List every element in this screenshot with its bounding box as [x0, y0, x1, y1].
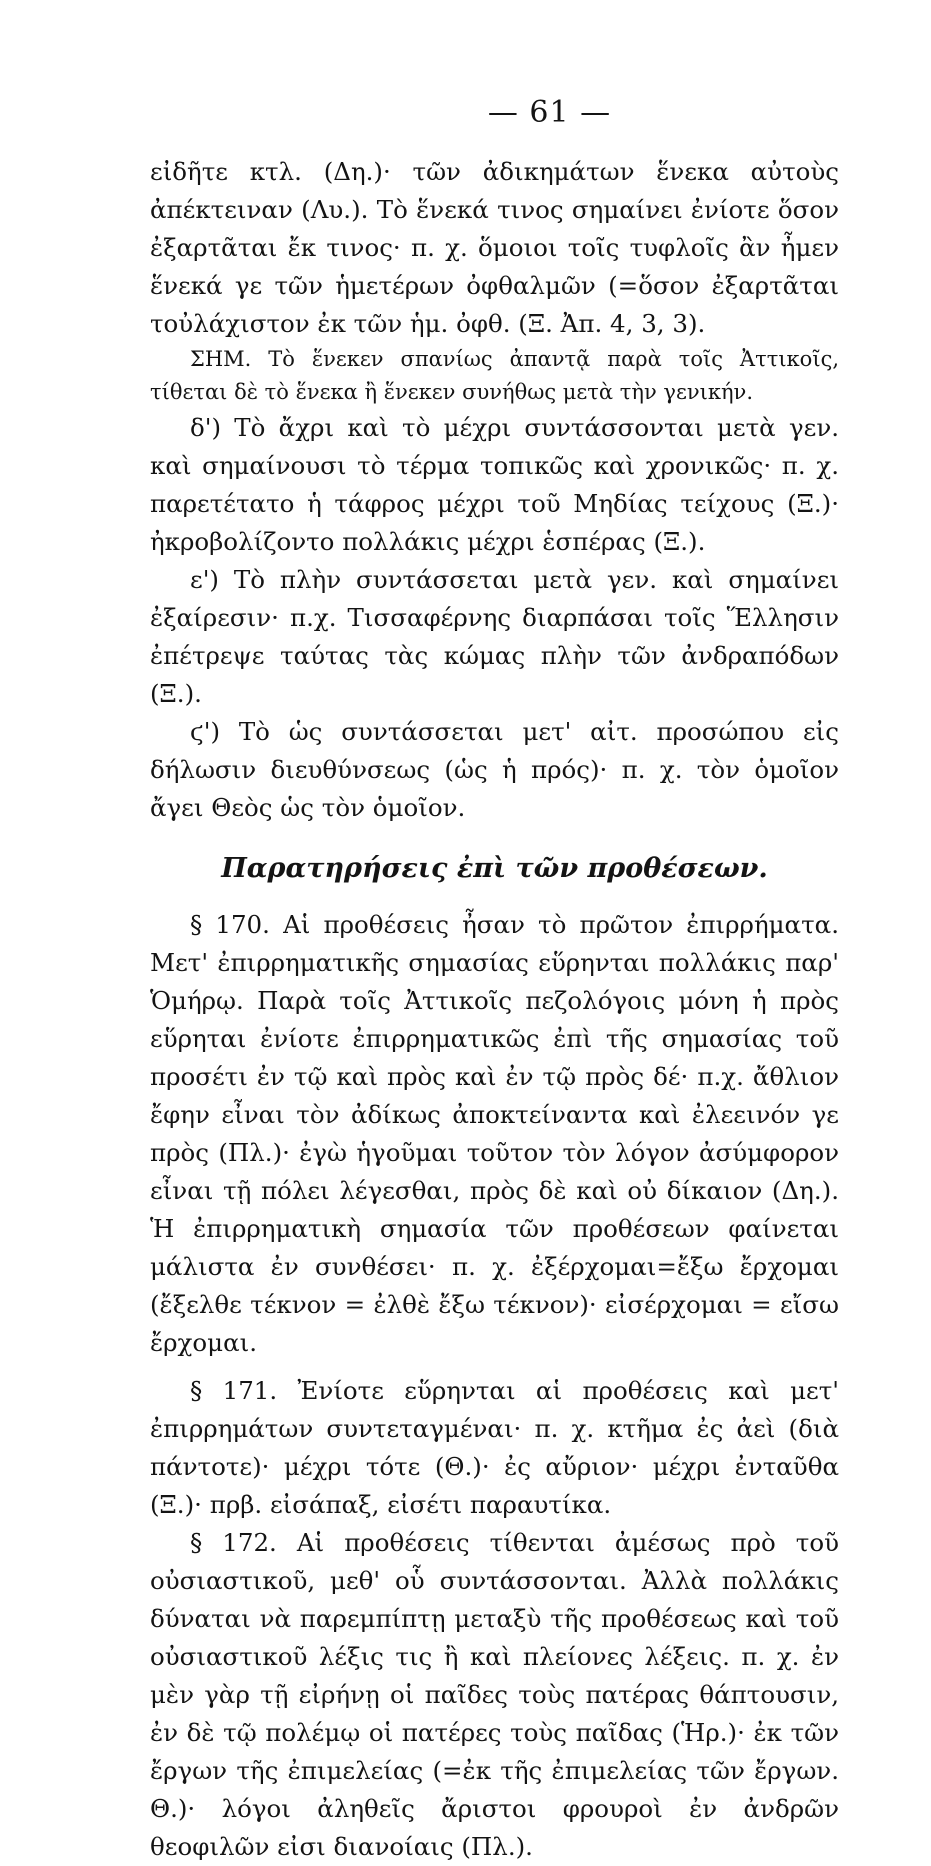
page-number: — 61 —	[487, 95, 612, 130]
observations-section	[150, 906, 839, 1866]
paragraph-171: § 171. Ἐνίοτε εὕρηνται αἱ προθέσεις καὶ μετ' ἐπιρρημάτων συντεταγμέναι· π. χ. κτῆμα ἐς ἀεὶ (διὰ πάντοτε)· μέχρι τότε (Θ.)· ἐς αὔριον· μέχρι ἐνταῦθα (Ξ.)· πρβ. εἰσάπαξ, εἰσέτι παραυτίκα.	[150, 1376, 839, 1519]
paragraph-172: § 172. Αἱ προθέσεις τίθενται ἀμέσως πρὸ τοῦ οὐσιαστικοῦ, μεθ' οὗ συντάσσονται. Ἀλλὰ πολλάκις δύναται νὰ παρεμπίπτῃ μεταξὺ τῆς προθέσεως καὶ τοῦ οὐσιαστικοῦ λέξις τις ἢ καὶ πλείονες λέξεις. π. χ. ἐν μὲν γὰρ τῇ εἰρήνῃ οἱ παῖδες τοὺς πατέρας θάπτουσιν, ἐν δὲ τῷ πολέμῳ οἱ πατέρες τοὺς παῖδας (Ἡρ.)· ἐκ τῶν ἔργων τῆς ἐπιμελείας (=ἐκ τῆς ἐπιμελείας τῶν ἔργων. Θ.)· λόγοι ἀληθεῖς ἄριστοι φρουροὶ ἐν ἀνδρῶν θεοφιλῶν εἰσι διανοίαις (Πλ.).	[150, 1528, 839, 1861]
paragraph-enneka: εἰδῆτε κτλ. (Δη.)· τῶν ἀδικημάτων ἕνεκα αὐτοὺς ἀπέκτειναν (Λυ.). Τὸ ἕνεκά τινος σημαίνει ἐνίοτε ὅσον ἐξαρτᾶται ἔκ τινος· π. χ. ὅμοιοι τοῖς τυφλοῖς ἂν ἦμεν ἕνεκά γε τῶν ἡμετέρων ὀφθαλμῶν (=ὅσον ἐξαρτᾶται τοὐλάχιστον ἐκ τῶν ἡμ. ὀφθ. (Ξ. Ἀπ. 4, 3, 3).	[150, 157, 839, 338]
paragraph-epsilon: ε') Τὸ πλὴν συντάσσεται μετὰ γεν. καὶ σημαίνει ἐξαίρεσιν· π.χ. Τισσαφέρνης διαρπάσαι τοῖς Ἕλλησιν ἐπέτρεψε ταύτας τὰς κώμας πλὴν τῶν ἀνδραπόδων (Ξ.).	[150, 565, 839, 708]
paragraph-delta: δ') Τὸ ἄχρι καὶ τὸ μέχρι συντάσσονται μετὰ γεν. καὶ σημαίνουσι τὸ τέρμα τοπικῶς καὶ χρονικῶς· π. χ. παρετέτατο ἡ τάφρος μέχρι τοῦ Μηδίας τείχους (Ξ.)· ἠκροβολίζοντο πολλάκις μέχρι ἑσπέρας (Ξ.).	[150, 413, 839, 556]
paragraph-170: § 170. Αἱ προθέσεις ἦσαν τὸ πρῶτον ἐπιρρήματα. Μετ' ἐπιρρηματικῆς σημασίας εὕρηνται πολλάκις παρ' Ὁμήρῳ. Παρὰ τοῖς Ἀττικοῖς πεζολόγοις μόνη ἡ πρὸς εὕρηται ἐνίοτε ἐπιρρηματικῶς ἐπὶ τῆς σημασίας τοῦ προσέτι ἐν τῷ καὶ πρὸς καὶ ἐν τῷ πρὸς δέ· π.χ. ἄθλιον ἔφην εἶναι τὸν ἀδίκως ἀποκτείναντα καὶ ἐλεεινόν γε πρὸς (Πλ.)· ἐγὼ ἡγοῦμαι τοῦτον τὸν λόγον ἀσύμφορον εἶναι τῇ πόλει λέγεσθαι, πρὸς δὲ καὶ οὐ δίκαιον (Δη.). Ἡ ἐπιρρηματικὴ σημασία τῶν προθέσεων φαίνεται μάλιστα ἐν συνθέσει· π. χ. ἐξέρχομαι=ἔξω ἔρχομαι (ἔξελθε τέκνον = ἐλθὲ ἔξω τέκνον)· εἰσέρχομαι = εἴσω ἔρχομαι.	[150, 910, 839, 1357]
top-section	[150, 153, 839, 827]
section-heading: Παρατηρήσεις ἐπὶ τῶν προθέσεων.	[221, 853, 768, 884]
note-paragraph: ΣΗΜ. Τὸ ἕνεκεν σπανίως ἀπαντᾷ παρὰ τοῖς Ἀττικοῖς, τίθεται δὲ τὸ ἕνεκα ἢ ἕνεκεν συνήθως μετὰ τὴν γενικήν.	[150, 347, 839, 404]
paragraph-stigma: ϛ') Τὸ ὡς συντάσσεται μετ' αἰτ. προσώπου εἰς δήλωσιν διευθύνσεως (ὡς ἡ πρός)· π. χ. τὸν ὁμοῖον ἄγει Θεὸς ὡς τὸν ὁμοῖον.	[150, 717, 839, 822]
